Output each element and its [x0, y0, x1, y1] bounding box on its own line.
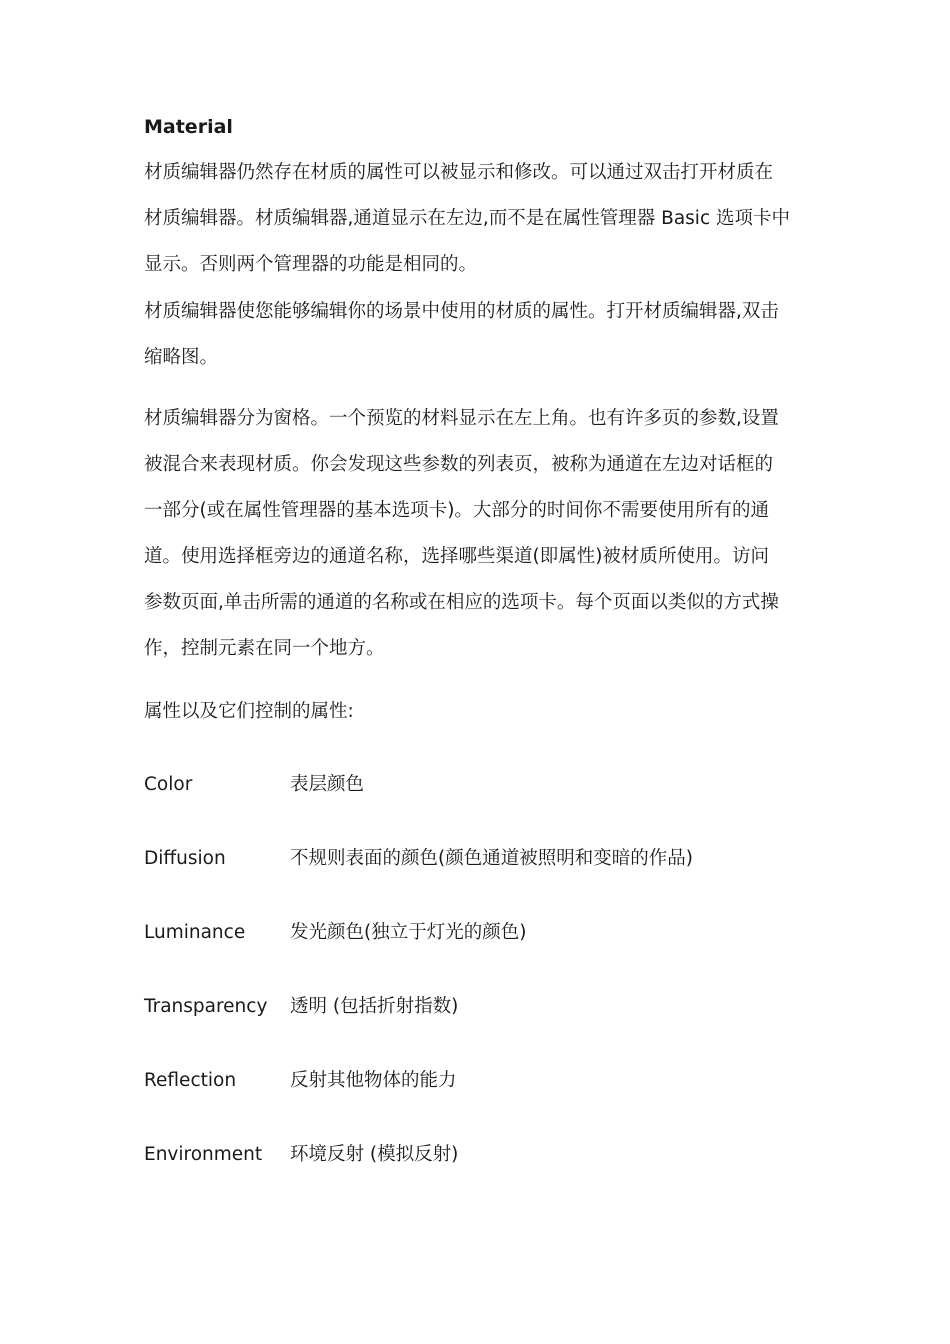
text-line: 一部分(或在属性管理器的基本选项卡)。大部分的时间你不需要使用所有的通: [144, 500, 769, 521]
text-line: 作，控制元素在同一个地方。: [144, 638, 385, 659]
property-list: [144, 748, 808, 1192]
paragraph-editor-panes: [144, 396, 808, 672]
property-name: Color: [144, 774, 193, 795]
property-name: Reflection: [144, 1070, 237, 1091]
text-line: 缩略图。: [144, 347, 219, 368]
text-line: 道。使用选择框旁边的通道名称，选择哪些渠道(即属性)被材质所使用。访问: [144, 546, 769, 567]
property-row-reflection: [144, 1044, 808, 1118]
property-description: 表层颜色: [290, 774, 365, 795]
property-row-color: [144, 748, 808, 822]
property-name: Transparency: [144, 996, 268, 1017]
property-description: 环境反射 (模拟反射): [290, 1144, 459, 1165]
property-name: Environment: [144, 1144, 263, 1165]
text-line: 材质编辑器使您能够编辑你的场景中使用的材质的属性。打开材质编辑器,双击: [144, 301, 779, 322]
text-line: 被混合来表现材质。你会发现这些参数的列表页，被称为通道在左边对话框的: [144, 454, 774, 475]
property-name: Diffusion: [144, 848, 226, 869]
text-line: 属性以及它们控制的属性:: [144, 701, 354, 722]
property-description: 发光颜色(独立于灯光的颜色): [290, 922, 527, 943]
text-line: 材质编辑器仍然存在材质的属性可以被显示和修改。可以通过双击打开材质在: [144, 162, 774, 183]
property-row-transparency: [144, 970, 808, 1044]
property-row-environment: [144, 1118, 808, 1192]
paragraph-intro: [144, 150, 808, 288]
text-line: 材质编辑器。材质编辑器,通道显示在左边,而不是在属性管理器 Basic 选项卡中: [144, 208, 791, 229]
text-line: 材质编辑器分为窗格。一个预览的材料显示在左上角。也有许多页的参数,设置: [144, 408, 779, 429]
property-name: Luminance: [144, 922, 246, 943]
property-description: 不规则表面的颜色(颜色通道被照明和变暗的作品): [290, 848, 693, 869]
property-description: 透明 (包括折射指数): [290, 996, 459, 1017]
paragraph-properties-intro: [144, 689, 808, 735]
text-line: 显示。否则两个管理器的功能是相同的。: [144, 254, 478, 275]
section-heading: Material: [144, 116, 233, 138]
property-row-luminance: [144, 896, 808, 970]
property-description: 反射其他物体的能力: [290, 1070, 457, 1091]
paragraph-editor-usage: [144, 289, 808, 381]
property-row-diffusion: [144, 822, 808, 896]
text-line: 参数页面,单击所需的通道的名称或在相应的选项卡。每个页面以类似的方式操: [144, 592, 779, 613]
